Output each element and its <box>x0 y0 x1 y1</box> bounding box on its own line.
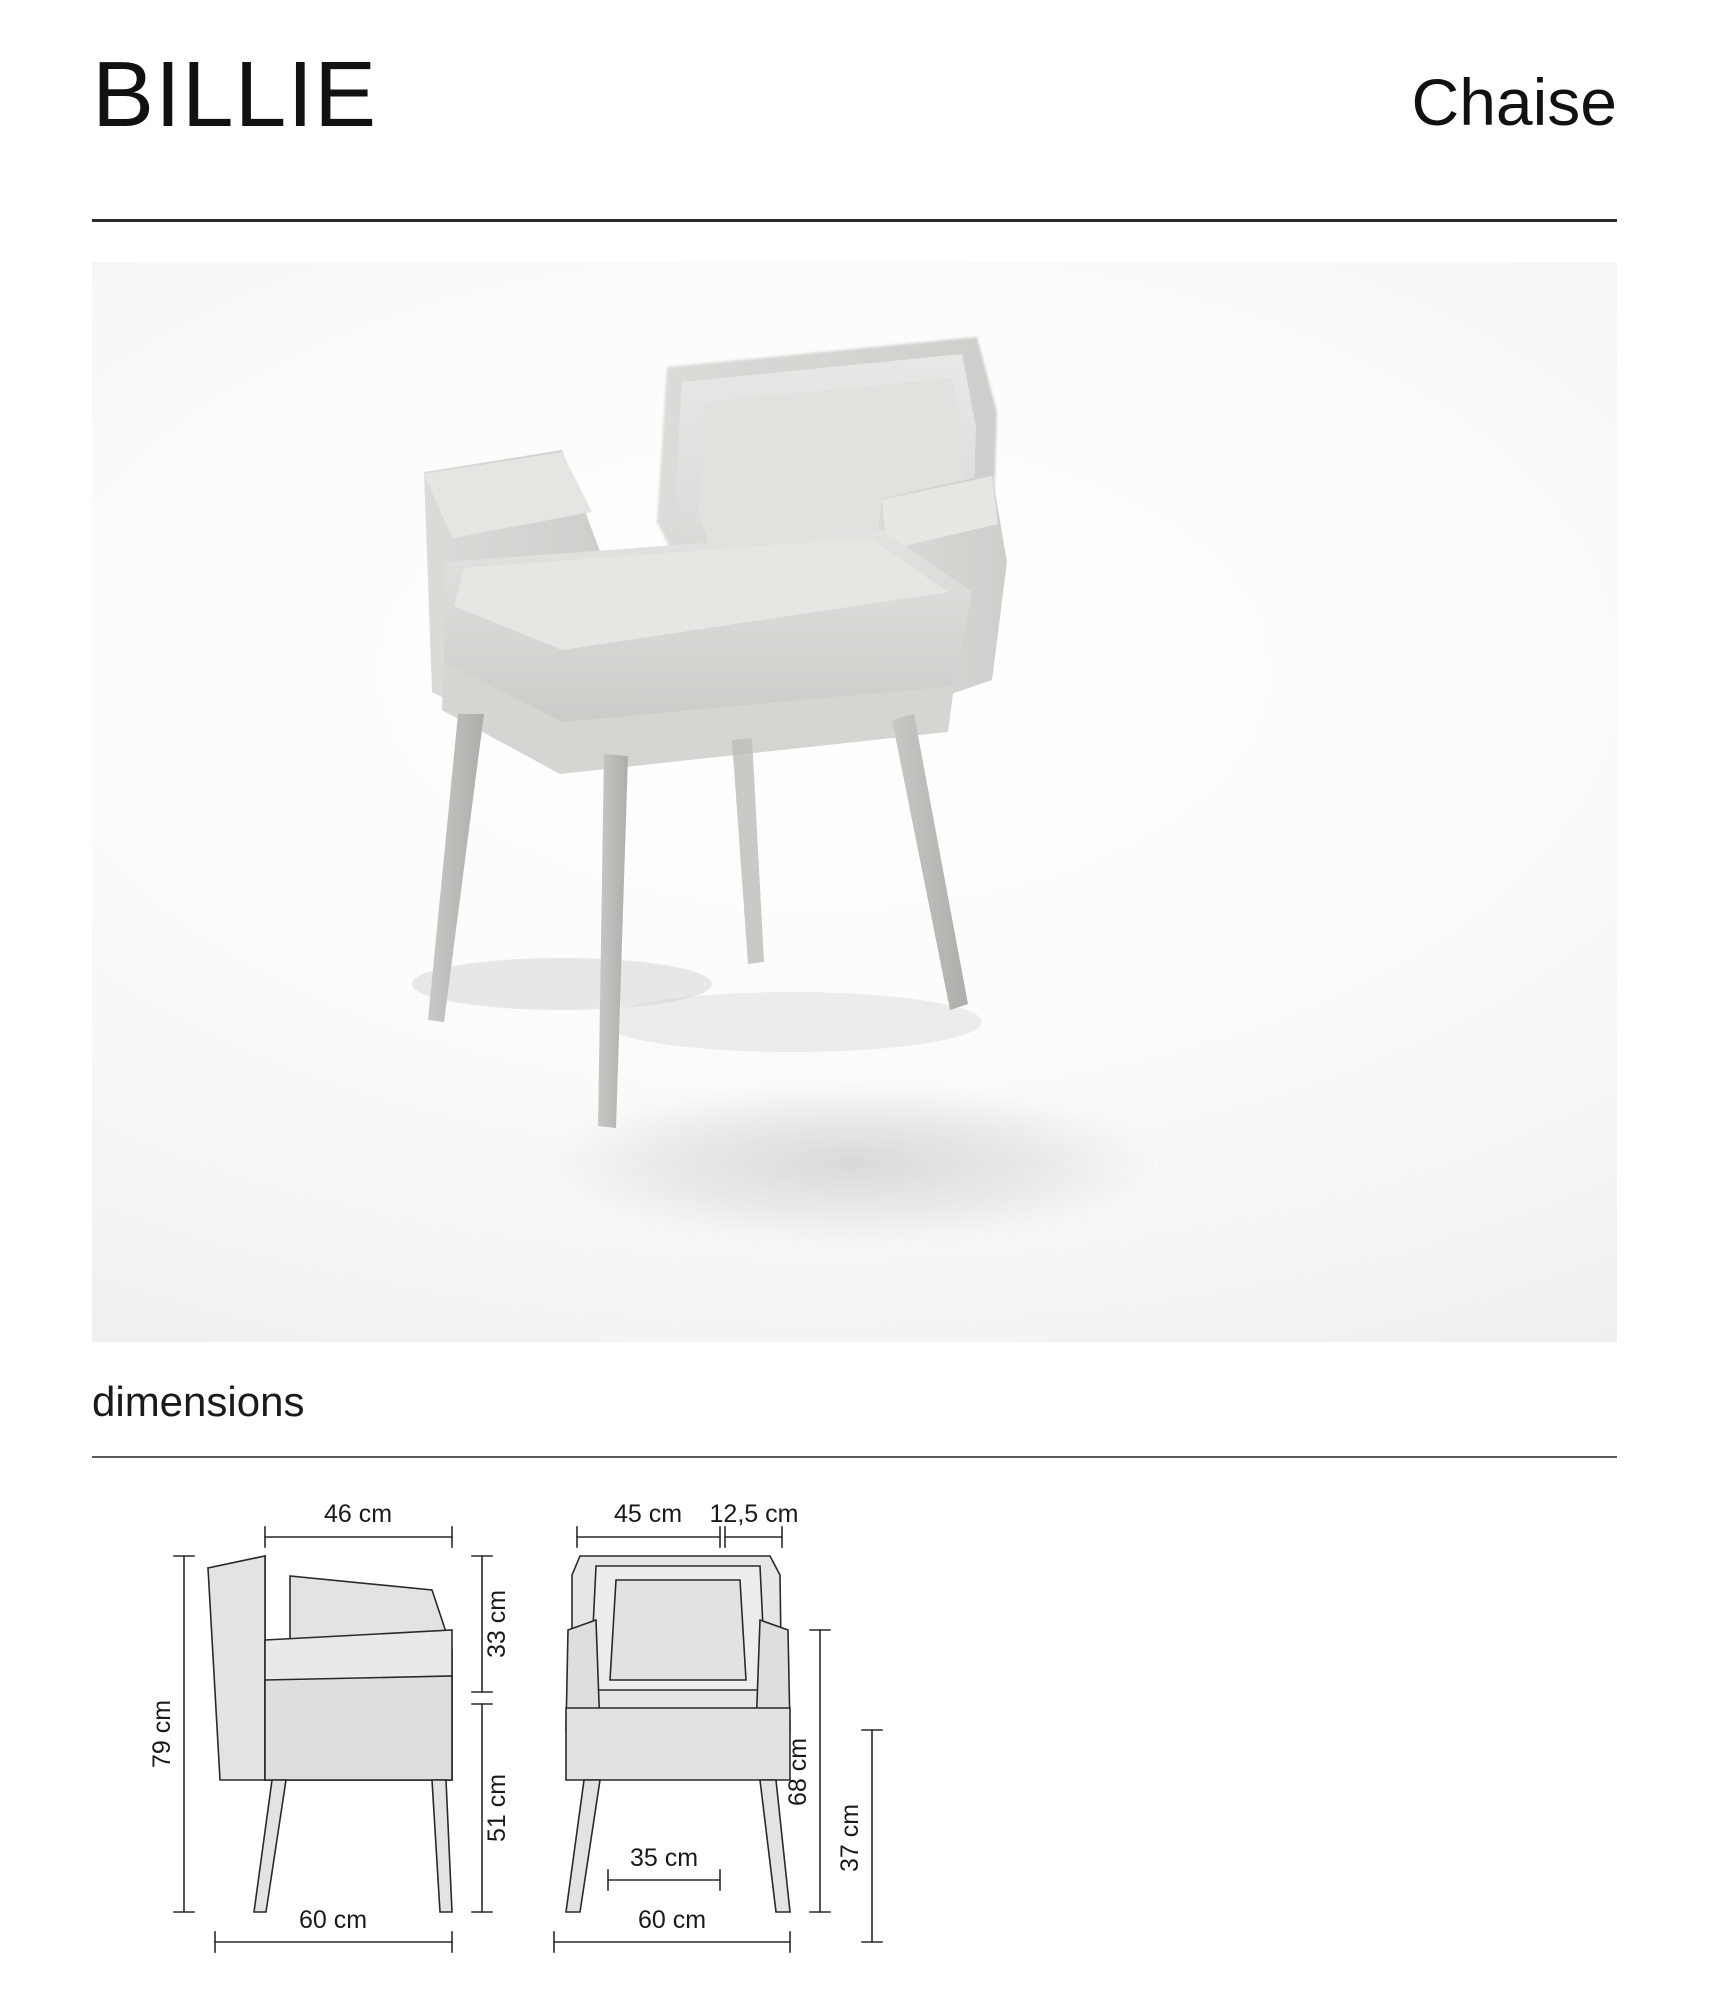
side-view-drawing <box>174 1527 492 1952</box>
dimensions-divider <box>92 1456 1617 1458</box>
front-arm-width-label: 12,5 cm <box>709 1500 799 1528</box>
armchair-illustration <box>92 262 1617 1342</box>
front-seat-width-label: 35 cm <box>629 1844 699 1872</box>
side-seat-height-label: 51 cm <box>483 1773 511 1843</box>
front-view-drawing <box>554 1527 882 1952</box>
front-width-bottom-label: 60 cm <box>637 1906 707 1934</box>
front-total-height-label: 68 cm <box>784 1737 812 1807</box>
header-divider <box>92 219 1617 222</box>
front-seat-height-label: 37 cm <box>836 1803 864 1873</box>
dimensions-drawings <box>60 1480 1660 1960</box>
product-photo <box>92 262 1617 1342</box>
page-header <box>92 42 1617 146</box>
side-total-height-label: 79 cm <box>148 1699 176 1769</box>
product-category: Chaise <box>1411 64 1617 139</box>
page-title: BILLIE <box>92 42 378 146</box>
front-inner-width-label: 45 cm <box>613 1500 683 1528</box>
side-width-top-label: 46 cm <box>323 1500 393 1528</box>
dimensions-heading: dimensions <box>92 1378 305 1425</box>
side-back-height-label: 33 cm <box>483 1589 511 1659</box>
side-width-bottom-label: 60 cm <box>298 1906 368 1934</box>
